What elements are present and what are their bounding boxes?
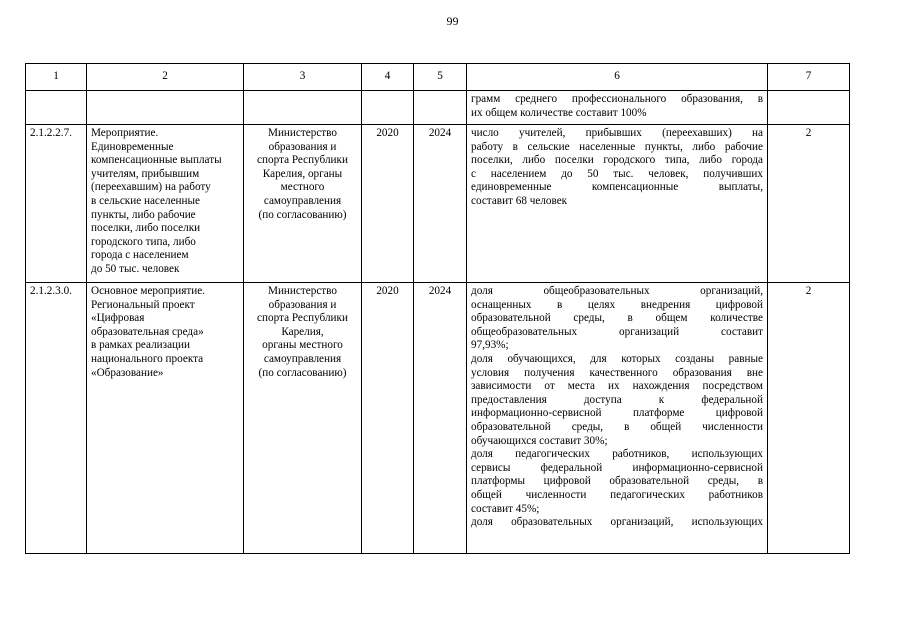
start-year-cell: 2020 [362, 125, 414, 283]
indicator-line: образовательной среды, в общем количестве [471, 312, 763, 325]
code-cell: 2.1.2.2.7. [26, 125, 87, 283]
value-cell: 2 [768, 283, 850, 554]
indicator-line: составит 45%; [471, 502, 540, 515]
start-year-cell [362, 91, 414, 125]
indicator-line: сервисы федеральной информационно-сервисной [471, 461, 763, 474]
table-row [26, 125, 850, 283]
event-line: образовательная среда» [91, 325, 204, 338]
executor-line: Министерство [268, 285, 337, 297]
indicator-line: общей численности педагогических работников [471, 488, 763, 501]
event-line: Региональный проект [91, 298, 195, 311]
column-number: 3 [244, 64, 362, 91]
event-cell [87, 125, 244, 283]
executor-cell [244, 125, 362, 283]
indicator-line: с населением до 50 тыс. человек, получивших [471, 167, 763, 180]
executor-cell [244, 91, 362, 125]
page-number: 99 [446, 14, 459, 28]
event-line: Мероприятие. [91, 127, 159, 139]
column-number: 6 [467, 64, 768, 91]
executor-line: (по согласованию) [258, 366, 347, 379]
code-cell [26, 91, 87, 125]
event-line: пункты, либо рабочие [91, 208, 196, 221]
indicator-line: 97,93%; [471, 339, 509, 352]
event-line: «Цифровая [91, 312, 145, 325]
executor-line: (по согласованию) [258, 208, 347, 221]
column-numbers-row [26, 64, 850, 91]
table-row [26, 283, 850, 554]
executor-line: Карелия, [281, 325, 324, 338]
event-line: в рамках реализации [91, 339, 191, 352]
executor-line: самоуправления [263, 194, 342, 207]
column-number: 1 [26, 64, 87, 91]
program-table [25, 63, 850, 554]
indicator-line: платформы цифровой образовательной среды, в [471, 475, 763, 488]
indicator-line: доля образовательных организаций, использующих [471, 516, 763, 529]
executor-line: самоуправления [263, 352, 342, 365]
indicator-line: грамм среднего профессионального образования, в [471, 93, 763, 105]
executor-line: спорта Республики [257, 154, 348, 167]
indicator-line: их общем количестве составит 100% [471, 106, 647, 119]
event-cell [87, 91, 244, 125]
indicator-line: единовременные компенсационные выплаты, [471, 181, 763, 194]
indicator-line: образовательной среды, в общей численности [471, 420, 763, 433]
indicator-line: доля общеобразовательных организаций, [471, 285, 763, 297]
event-line: в сельские населенные [91, 194, 201, 207]
event-line: Единовременные [91, 140, 174, 153]
indicator-line: общеобразовательных организаций составит [471, 325, 763, 338]
column-number: 7 [768, 64, 850, 91]
event-line: Основное мероприятие. [91, 285, 205, 297]
indicator-line: поселки, либо поселки городского типа, либо города [471, 154, 763, 167]
indicator-line: информационно-сервисной платформе цифровой [471, 407, 763, 420]
executor-line: спорта Республики [257, 312, 348, 325]
indicator-line: число учителей, прибывших (переехавших) на [471, 127, 763, 139]
event-line: национального проекта [91, 352, 204, 365]
indicator-cell [467, 125, 768, 283]
executor-line: образования и [268, 298, 337, 311]
indicator-line: доля обучающихся, для которых созданы равные [471, 352, 763, 365]
value-cell: 2 [768, 125, 850, 283]
indicator-cell [467, 91, 768, 125]
indicator-line: зависимости от места их нахождения посредством [471, 380, 763, 393]
executor-line: местного [280, 181, 325, 194]
event-line: до 50 тыс. человек [91, 262, 180, 275]
code-cell: 2.1.2.3.0. [26, 283, 87, 554]
event-line: городского типа, либо [91, 235, 196, 248]
event-line: компенсационные выплаты [91, 154, 222, 167]
event-line: города с населением [91, 249, 189, 262]
end-year-cell: 2024 [414, 125, 467, 283]
indicator-line: составит 68 человек [471, 194, 568, 207]
event-line: поселки, либо поселки [91, 222, 201, 235]
start-year-cell: 2020 [362, 283, 414, 554]
executor-line: Карелия, органы [262, 167, 343, 180]
executor-line: Министерство [268, 127, 337, 139]
event-line: учителям, прибывшим [91, 167, 200, 180]
indicator-line: оснащенных в целях внедрения цифровой [471, 298, 763, 311]
indicator-line: доля педагогических работников, использующих [471, 448, 763, 461]
indicator-line: обучающихся составит 30%; [471, 434, 608, 447]
executor-line: органы местного [262, 339, 343, 352]
indicator-line: работу в сельские населенные пункты, либо рабочие [471, 140, 763, 153]
indicator-cell [467, 283, 768, 554]
event-cell [87, 283, 244, 554]
table-row [26, 91, 850, 125]
end-year-cell: 2024 [414, 283, 467, 554]
indicator-line: предоставления доступа к федеральной [471, 393, 763, 406]
executor-cell [244, 283, 362, 554]
value-cell [768, 91, 850, 125]
end-year-cell [414, 91, 467, 125]
column-number: 4 [362, 64, 414, 91]
indicator-line: условия получения качественного образования вне [471, 366, 763, 379]
event-line: «Образование» [91, 366, 164, 379]
column-number: 5 [414, 64, 467, 91]
executor-line: образования и [268, 140, 337, 153]
column-number: 2 [87, 64, 244, 91]
event-line: (переехавшим) на работу [91, 181, 211, 194]
